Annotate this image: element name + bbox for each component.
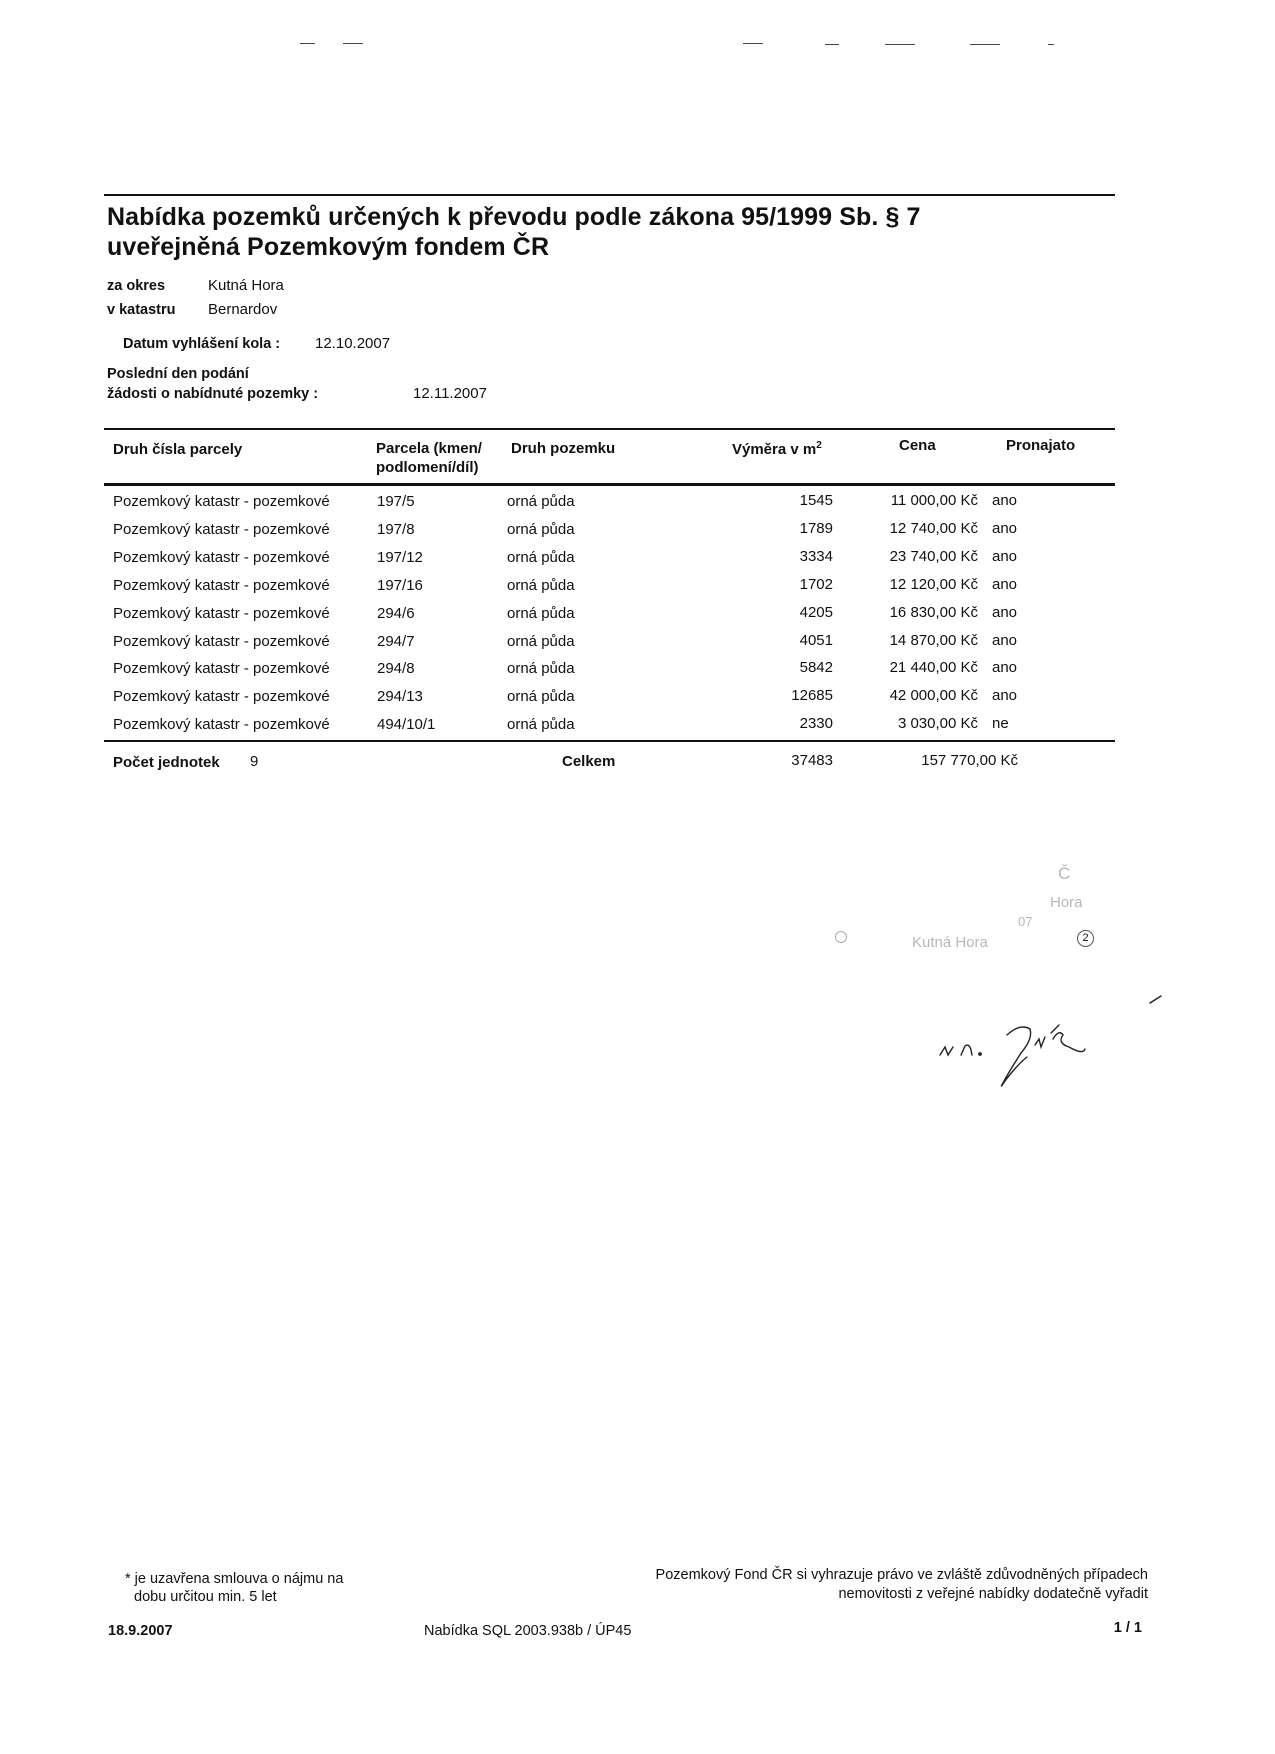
cell-leased: ano (992, 632, 1018, 649)
stamp-text: Č (1058, 864, 1071, 883)
report-source: Nabídka SQL 2003.938b / ÚP45 (424, 1623, 632, 1639)
cell-land-type: orná půda (507, 605, 575, 622)
cell-parcel: 197/8 (377, 521, 415, 538)
cell-leased: ano (992, 576, 1018, 593)
cadastre-value: Bernardov (208, 301, 278, 318)
cell-parcel-type: Pozemkový katastr - pozemkové (113, 605, 330, 622)
cell-leased: ne (992, 715, 1009, 732)
cell-parcel-type: Pozemkový katastr - pozemkové (113, 493, 330, 510)
cell-area: 1789 (799, 520, 833, 537)
summary-rule (104, 740, 1115, 742)
page-number: 1 / 1 (1113, 1620, 1142, 1636)
deadline-label: žádosti o nabídnuté pozemky : (107, 386, 319, 402)
cell-land-type: orná půda (507, 688, 575, 705)
cell-area: 3334 (799, 548, 833, 565)
cell-leased: ano (992, 520, 1018, 537)
cell-area: 12685 (791, 687, 833, 704)
cell-area: 4205 (799, 604, 833, 621)
deadline-label: Poslední den podání (107, 366, 249, 382)
total-price: 157 770,00 Kč (921, 752, 1018, 769)
cell-price: 14 870,00 Kč (889, 632, 978, 649)
cell-land-type: orná půda (507, 633, 575, 650)
lease-note: * je uzavřena smlouva o nájmu na (125, 1571, 344, 1587)
cell-parcel: 197/16 (377, 577, 423, 594)
cell-parcel-type: Pozemkový katastr - pozemkové (113, 716, 330, 733)
cell-area: 2330 (799, 715, 833, 732)
header-area (732, 437, 822, 459)
header-price: Cena (899, 437, 936, 454)
total-label: Celkem (562, 753, 616, 770)
disclaimer: Pozemkový Fond ČR si vyhrazuje právo ve zvláště zdůvodněných případech (655, 1567, 1148, 1583)
cell-area: 5842 (799, 659, 833, 676)
lease-note: dobu určitou min. 5 let (134, 1589, 277, 1605)
unit-count-label: Počet jednotek (113, 754, 220, 771)
unit-count-value: 9 (250, 753, 259, 770)
cell-parcel-type: Pozemkový katastr - pozemkové (113, 549, 330, 566)
cell-price: 42 000,00 Kč (889, 687, 978, 704)
header-leased: Pronajato (1006, 437, 1076, 454)
scan-mark (300, 43, 315, 44)
cell-price: 12 120,00 Kč (889, 576, 978, 593)
scan-mark (970, 44, 1000, 45)
cell-parcel: 197/12 (377, 549, 423, 566)
cell-land-type: orná půda (507, 493, 575, 510)
cell-leased: ano (992, 604, 1018, 621)
district-label: za okres (107, 278, 166, 294)
cell-price: 21 440,00 Kč (889, 659, 978, 676)
cell-parcel-type: Pozemkový katastr - pozemkové (113, 660, 330, 677)
cell-parcel: 197/5 (377, 493, 415, 510)
stamp-dot (835, 931, 847, 943)
cell-parcel-type: Pozemkový katastr - pozemkové (113, 633, 330, 650)
header-area-text: Výměra v m (732, 441, 817, 458)
cell-parcel: 294/7 (377, 633, 415, 650)
table-top-rule (104, 428, 1115, 430)
scan-mark (343, 43, 363, 44)
cell-land-type: orná půda (507, 716, 575, 733)
cadastre-label: v katastru (107, 302, 176, 318)
cell-land-type: orná půda (507, 577, 575, 594)
header-parcel: podlomení/díl) (376, 459, 479, 476)
stamp-text: Hora (1050, 894, 1083, 911)
disclaimer: nemovitosti z veřejné nabídky dodatečně vyřadit (838, 1586, 1148, 1602)
top-rule (104, 194, 1115, 196)
stamp-text: Kutná Hora (912, 934, 988, 951)
cell-parcel-type: Pozemkový katastr - pozemkové (113, 577, 330, 594)
cell-parcel: 294/8 (377, 660, 415, 677)
cell-leased: ano (992, 687, 1018, 704)
document-title: Nabídka pozemků určených k převodu podle zákona 95/1999 Sb. § 7 (107, 203, 921, 231)
cell-area: 1702 (799, 576, 833, 593)
cell-parcel-type: Pozemkový katastr - pozemkové (113, 521, 330, 538)
cell-price: 3 030,00 Kč (897, 715, 978, 732)
scan-mark (885, 44, 915, 45)
cell-leased: ano (992, 659, 1018, 676)
cell-parcel-type: Pozemkový katastr - pozemkové (113, 688, 330, 705)
cell-land-type: orná půda (507, 521, 575, 538)
header-rule (104, 483, 1115, 486)
scan-mark (1048, 44, 1054, 45)
scan-mark (825, 44, 839, 45)
header-parcel: Parcela (kmen/ (376, 440, 482, 457)
cell-price: 23 740,00 Kč (889, 548, 978, 565)
cell-price: 16 830,00 Kč (889, 604, 978, 621)
cell-leased: ano (992, 492, 1018, 509)
handwritten-signature (935, 995, 1175, 1095)
header-land-type: Druh pozemku (511, 440, 616, 457)
total-area: 37483 (791, 752, 833, 769)
cell-price: 12 740,00 Kč (889, 520, 978, 537)
header-parcel-type: Druh čísla parcely (113, 441, 243, 458)
cell-parcel: 294/6 (377, 605, 415, 622)
round-date-label: Datum vyhlášení kola : (123, 336, 281, 352)
document-subtitle: uveřejněná Pozemkovým fondem ČR (107, 233, 550, 261)
cell-land-type: orná půda (507, 549, 575, 566)
cell-leased: ano (992, 548, 1018, 565)
cell-land-type: orná půda (507, 660, 575, 677)
deadline-value: 12.11.2007 (413, 385, 487, 402)
cell-area: 4051 (799, 632, 833, 649)
cell-parcel: 494/10/1 (377, 716, 436, 733)
cell-price: 11 000,00 Kč (890, 492, 978, 509)
round-date-value: 12.10.2007 (315, 335, 391, 352)
stamp-mark: 2 (1077, 930, 1094, 947)
cell-parcel: 294/13 (377, 688, 423, 705)
district-value: Kutná Hora (208, 277, 284, 294)
cell-area: 1545 (799, 492, 833, 509)
header-area-unit: 2 (816, 440, 822, 451)
stamp-text: 07 (1018, 914, 1033, 929)
scan-mark (743, 43, 763, 44)
print-date: 18.9.2007 (108, 1623, 173, 1639)
